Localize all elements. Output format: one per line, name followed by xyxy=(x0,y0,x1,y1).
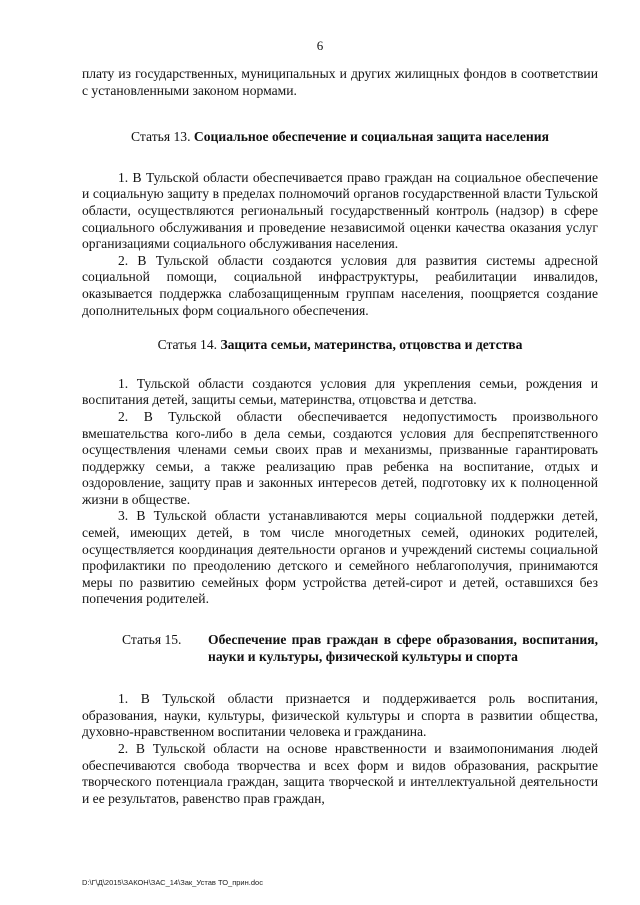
article-14-heading xyxy=(82,337,598,354)
intro-paragraph: плату из государственных, муниципальных и других жилищных фондов в соответствии с установленными законом нормами. xyxy=(82,66,598,98)
article-15-paragraph: 2. В Тульской области на основе нравственности и взаимопонимания людей обеспечиваются свобода творчества и всех форм и видов образования, раскрытие творческого потенциала граждан, защита творческой и интеллектуальной деятельности и ее результатов, равенство прав граждан, xyxy=(82,741,598,806)
article-14-paragraph: 2. В Тульской области обеспечивается недопустимость произвольного вмешательства кого-либо в дела семьи, создаются условия для беспрепятственного осуществления членами семьи своих прав и механизмы, призванные гарантировать поддержку семьи, а также реализацию прав ребенка на воспитание, отдых и оздоровление, защиту прав и законных интересов детей, подготовку их к полноценной жизни в обществе. xyxy=(82,408,598,507)
article-14-paragraph: 1. Тульской области создаются условия для укрепления семьи, рождения и воспитания детей, защиты семьи, материнства, отцовства и детства. xyxy=(82,375,598,408)
article-13-paragraph: 1. В Тульской области обеспечивается право граждан на социальное обеспечение и социальную защиту в пределах полномочий органов государственной власти Тульской области, осуществляются региональный государственный контроль (надзор) в сфере социального обслуживания и проведение независимой оценки качества оказания услуг организациями социального обслуживания населения. xyxy=(82,169,598,252)
footer-file-path: D:\Г\Д\2015\ЗАКОН\ЗАС_14\Зак_Устав ТО_прин.doc xyxy=(82,878,263,887)
document-body xyxy=(82,66,598,807)
page-number: 6 xyxy=(316,38,324,53)
article-14-title: Защита семьи, материнства, отцовства и детства xyxy=(220,337,523,353)
article-15-heading xyxy=(82,632,598,665)
article-15-number: Статья 15. xyxy=(122,632,182,648)
article-13-number: Статья 13. xyxy=(131,129,191,145)
article-14-number: Статья 14. xyxy=(157,337,218,353)
article-13-heading xyxy=(82,129,598,146)
article-13-paragraph: 2. В Тульской области создаются условия для развития системы адресной социальной помощи, социальной инфраструктуры, реабилитации инвалидов, оказывается поддержка слабозащищенным группам населения, поощряется создание дополнительных форм социального обеспечения. xyxy=(82,252,598,318)
article-15-paragraph: 1. В Тульской области признается и поддерживается роль воспитания, образования, науки, культуры, физической культуры и спорта в развитии общества, духовно-нравственном воспитании человека и гражданина. xyxy=(82,691,598,740)
article-14-paragraph: 3. В Тульской области устанавливаются меры социальной поддержки детей, семей, имеющих детей, в том числе многодетных семей, одиноких родителей, осуществляется координация деятельности органов и учреждений системы социальной профилактики по преодолению детского и семейного неблагополучия, принимаются меры по развитию семейных форм устройства детей-сирот и детей, оставшихся без попечения родителей. xyxy=(82,508,598,607)
article-15-title: Обеспечение прав граждан в сфере образования, воспитания, науки и культуры, физической культуры и спорта xyxy=(208,632,598,664)
article-13-title: Социальное обеспечение и социальная защита населения xyxy=(193,129,549,145)
